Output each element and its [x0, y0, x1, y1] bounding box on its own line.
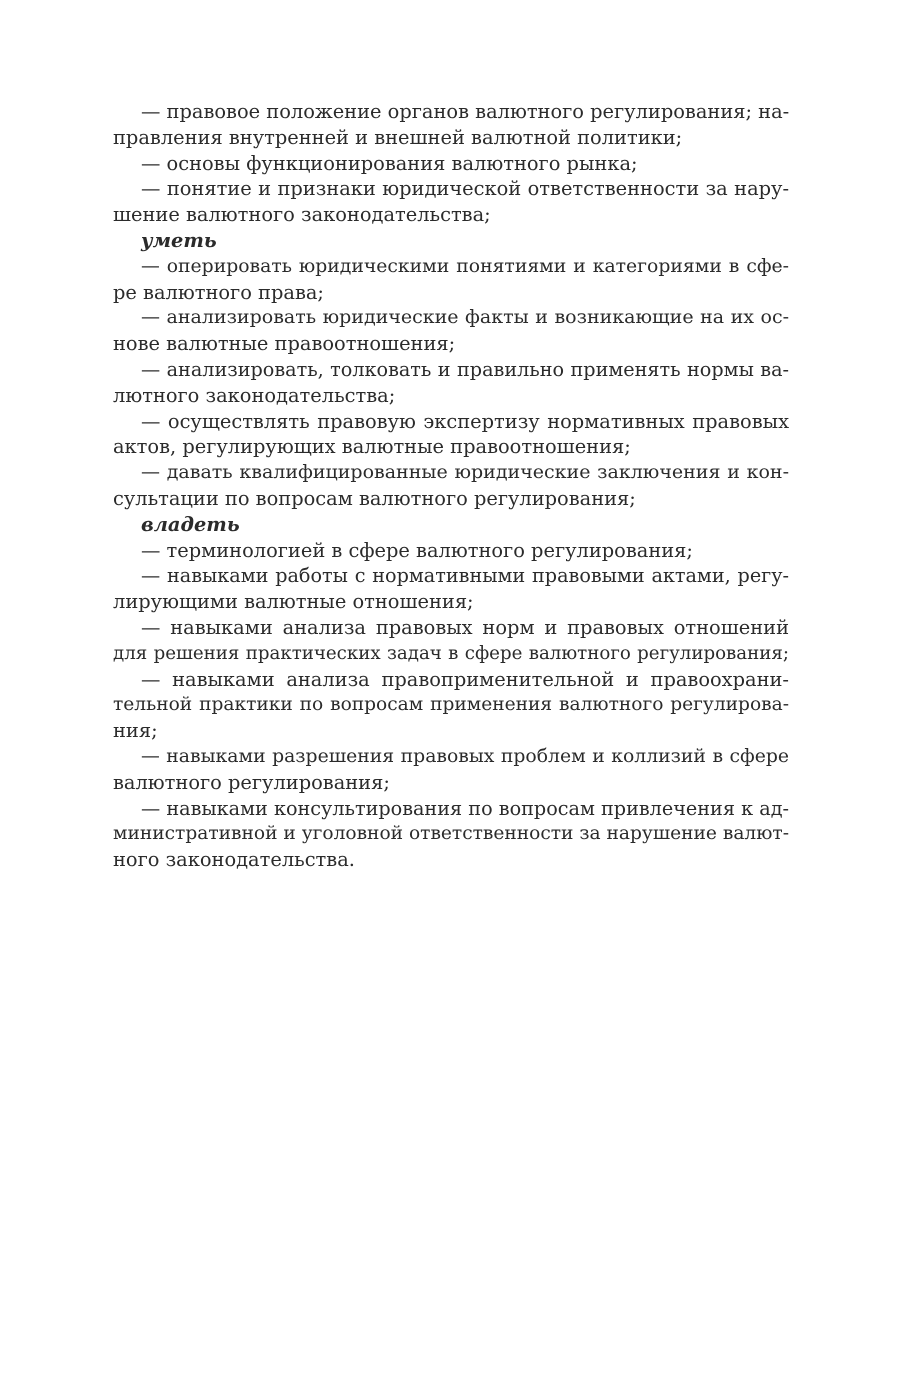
list-item-line: ния;	[113, 719, 158, 743]
section-heading-umet: уметь	[141, 228, 217, 252]
list-item-line: для решения практических задач в сфере валютного регулирования;	[113, 642, 789, 664]
list-item-line: ного законодательства.	[113, 848, 355, 872]
list-item-line: — навыками работы с нормативными правовыми актами, регу-	[141, 564, 789, 588]
list-item-line: — навыками анализа правовых норм и правовых отношений	[141, 615, 789, 639]
list-item-line: — терминологией в сфере валютного регулирования;	[141, 538, 693, 562]
list-item-line: — понятие и признаки юридической ответственности за нару-	[141, 177, 789, 201]
list-item-line: актов, регулирующих валютные правоотношения;	[113, 435, 631, 459]
list-item-line: — навыками разрешения правовых проблем и коллизий в сфере	[141, 745, 789, 767]
list-item-line: лютного законодательства;	[113, 383, 396, 407]
list-item-line: — осуществлять правовую экспертизу нормативных правовых	[141, 409, 789, 433]
list-item-line: — навыками консультирования по вопросам привлечения к ад-	[141, 796, 789, 820]
list-item-line: — навыками анализа правоприменительной и правоохрани-	[141, 667, 789, 691]
list-item-line: — анализировать юридические факты и возникающие на их ос-	[141, 306, 789, 329]
list-item-line: — давать квалифицированные юридические заключения и кон-	[141, 461, 789, 484]
list-item-line: — основы функционирования валютного рынка;	[141, 151, 638, 175]
list-item-line: нове валютные правоотношения;	[113, 332, 456, 356]
list-item-line: шение валютного законодательства;	[113, 203, 491, 227]
list-item-line: правления внутренней и внешней валютной политики;	[113, 125, 683, 149]
list-item-line: — анализировать, толковать и правильно применять нормы ва-	[141, 357, 789, 381]
list-item-line: тельной практики по вопросам применения валютного регулирова-	[113, 694, 789, 716]
list-item-line: лирующими валютные отношения;	[113, 590, 474, 614]
list-item-line: сультации по вопросам валютного регулирования;	[113, 486, 636, 510]
list-item-line: — правовое положение органов валютного регулирования; на-	[141, 100, 790, 123]
list-item-line: министративной и уголовной ответственности за нарушение валют-	[113, 823, 789, 845]
list-item-line: валютного регулирования;	[113, 770, 390, 794]
body-text	[113, 99, 789, 873]
list-item-line: — оперировать юридическими понятиями и категориями в сфе-	[141, 255, 789, 277]
section-heading-vladet: владеть	[141, 512, 240, 536]
list-item-line: ре валютного права;	[113, 280, 324, 304]
